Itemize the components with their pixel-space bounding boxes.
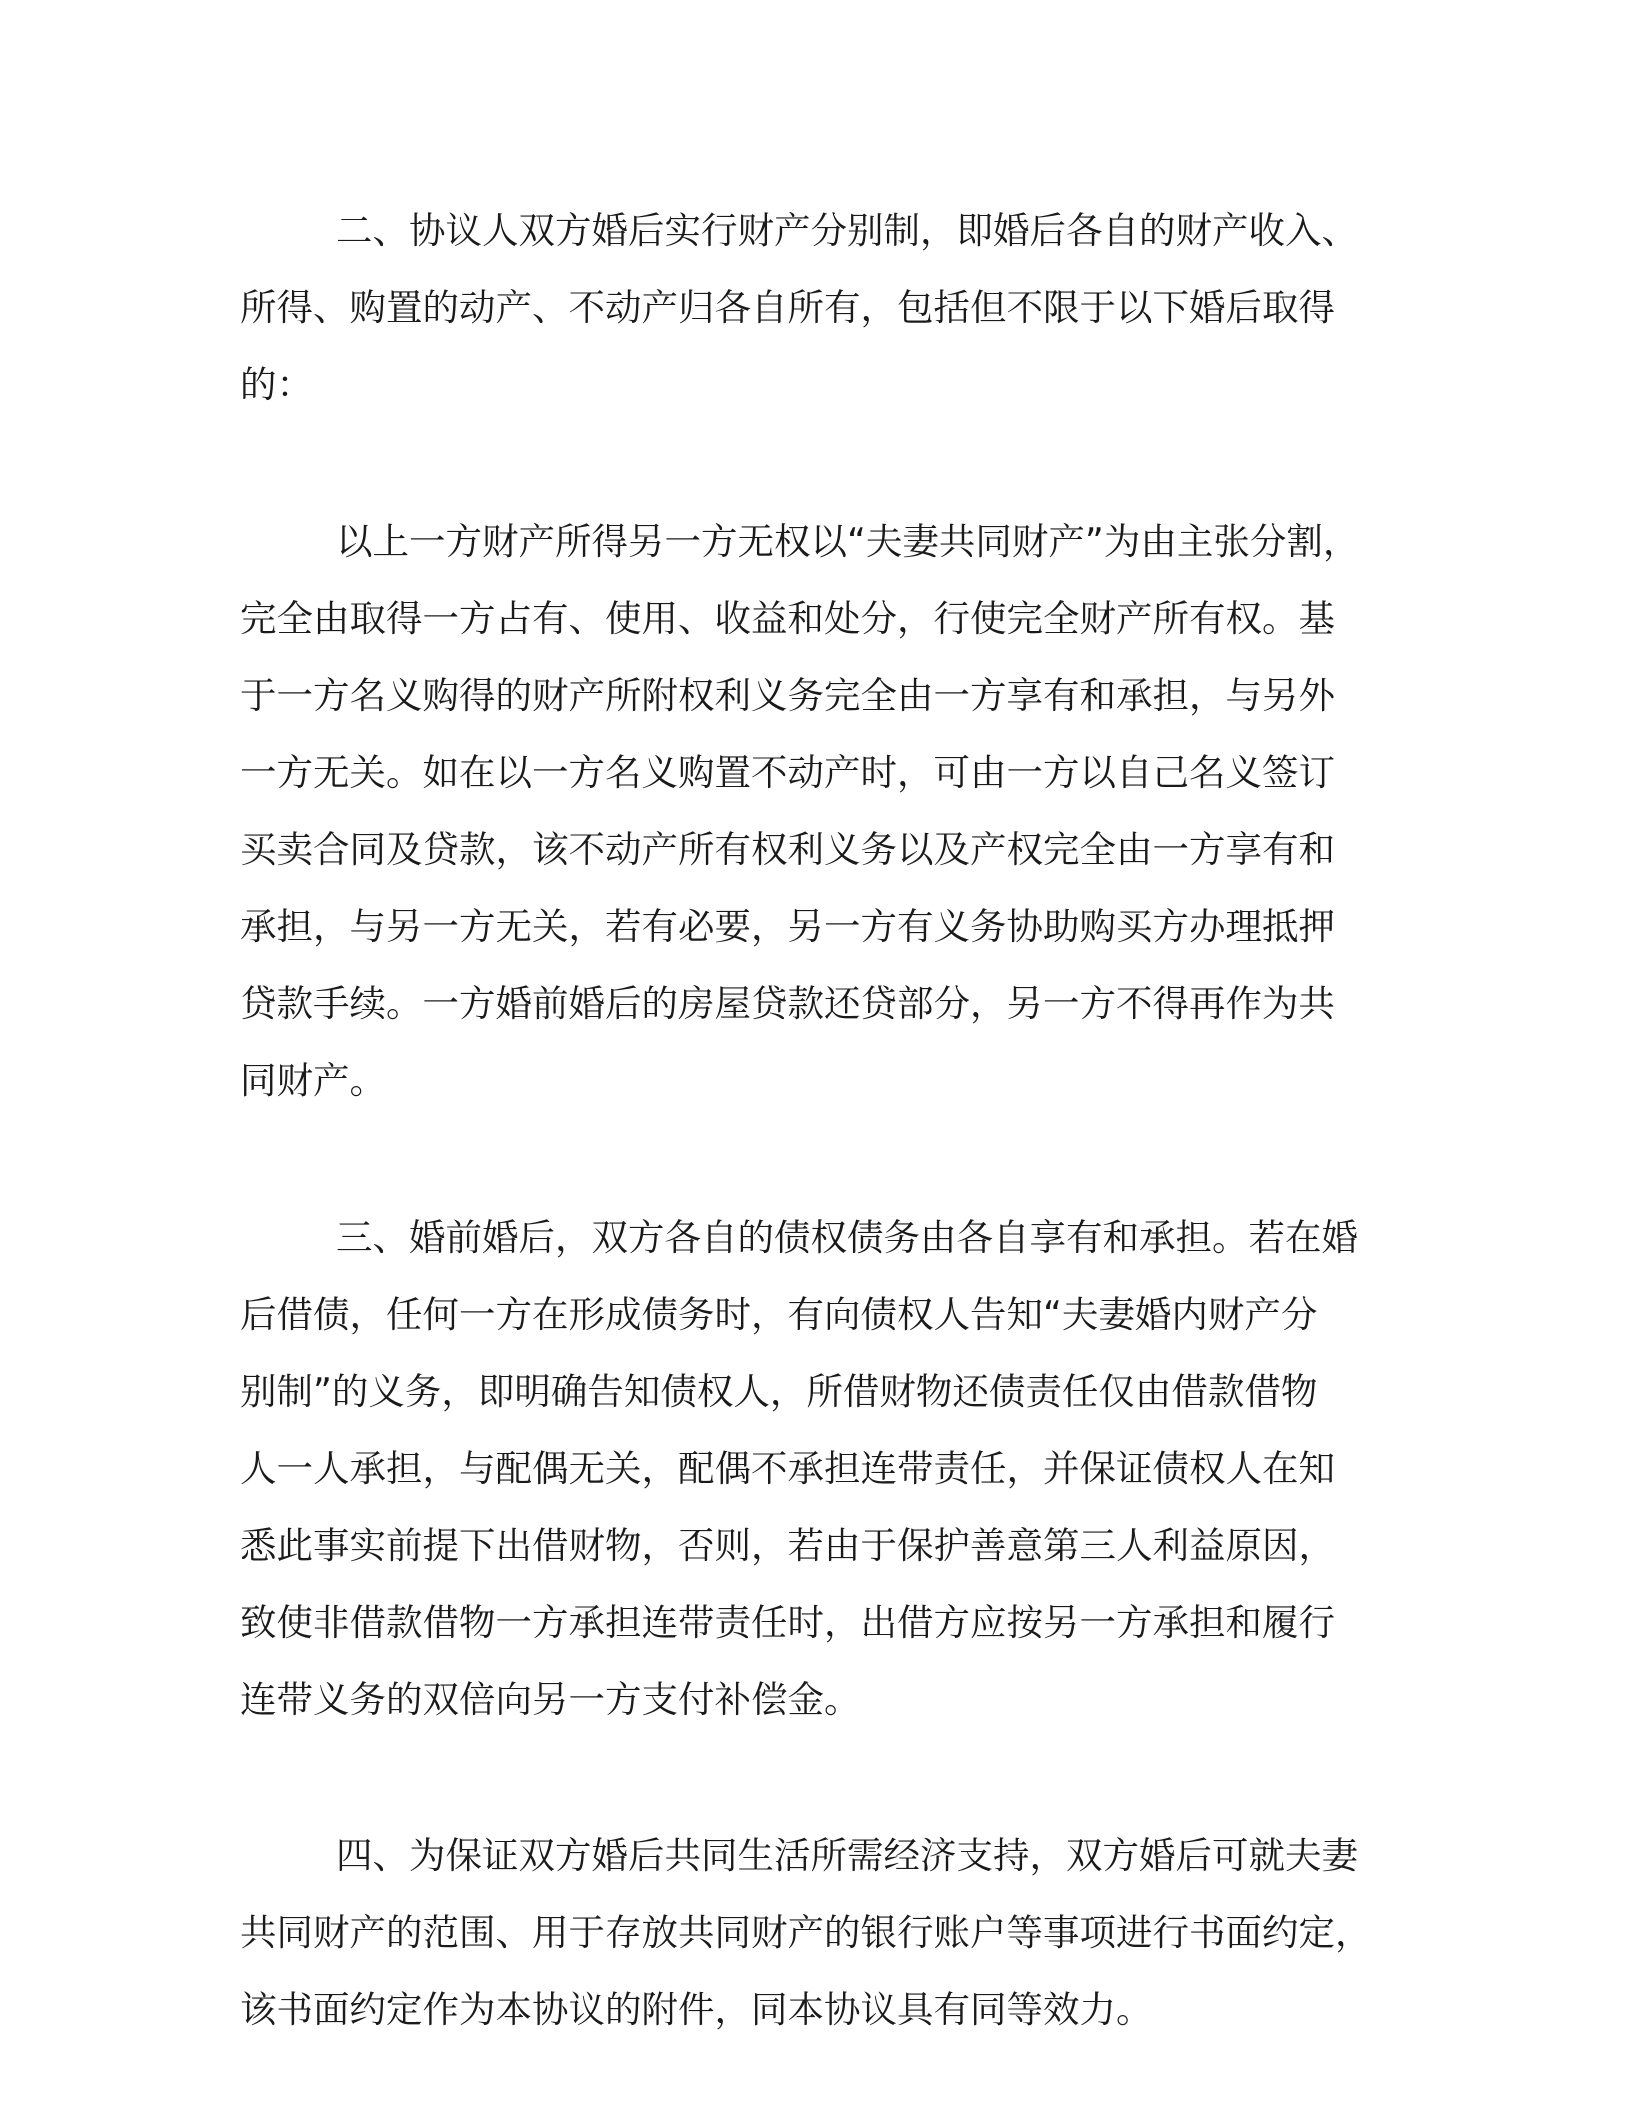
paragraph-property-rights [240,503,1400,1119]
text-line: 致使非借款借物一方承担连带责任时，出借方应按另一方承担和履行 [240,1601,1335,1644]
text-line: 以上一方财产所得另一方无权以“夫妻共同财产”为由主张分割， [336,520,1360,563]
paragraph-spacer [240,423,1400,503]
text-line: 的： [240,363,313,406]
paragraph-property-separation [240,192,1400,423]
text-line: 悉此事实前提下出借财物，否则，若由于保护善意第三人利益原因， [240,1524,1335,1567]
text-line: 买卖合同及贷款，该不动产所有权利义务以及产权完全由一方享有和 [240,828,1335,871]
text-line: 共同财产的范围、用于存放共同财产的银行账户等事项进行书面约定， [240,1911,1372,1954]
text-line: 别制”的义务，即明确告知债权人，所借财物还债责任仅由借款借物 [240,1370,1318,1413]
paragraph-joint-property [240,1817,1400,2048]
text-line: 后借债，任何一方在形成债务时，有向债权人告知“夫妻婚内财产分 [240,1293,1318,1336]
text-line: 贷款手续。一方婚前婚后的房屋贷款还贷部分，另一方不得再作为共 [240,982,1335,1025]
text-line: 该书面约定作为本协议的附件，同本协议具有同等效力。 [240,1988,1153,2031]
text-line: 一方无关。如在以一方名义购置不动产时，可由一方以自己名义签订 [240,751,1335,794]
paragraph-spacer [240,1738,1400,1817]
text-line: 人一人承担，与配偶无关，配偶不承担连带责任，并保证债权人在知 [240,1447,1335,1490]
text-line: 承担，与另一方无关，若有必要，另一方有义务协助购买方办理抵押 [240,905,1335,948]
document-body [240,192,1400,2048]
text-line: 于一方名义购得的财产所附权利义务完全由一方享有和承担，与另外 [240,674,1335,717]
text-line: 完全由取得一方占有、使用、收益和处分，行使完全财产所有权。基 [240,597,1335,640]
paragraph-spacer [240,1119,1400,1199]
paragraph-debts [240,1199,1400,1738]
text-line: 二、协议人双方婚后实行财产分别制，即婚后各自的财产收入、 [336,209,1358,252]
text-line: 同财产。 [240,1059,386,1102]
text-line: 三、婚前婚后，双方各自的债权债务由各自享有和承担。若在婚 [336,1216,1358,1259]
text-line: 四、为保证双方婚后共同生活所需经济支持，双方婚后可就夫妻 [336,1834,1358,1877]
text-line: 所得、购置的动产、不动产归各自所有，包括但不限于以下婚后取得 [240,286,1335,329]
text-line: 连带义务的双倍向另一方支付补偿金。 [240,1678,861,1721]
